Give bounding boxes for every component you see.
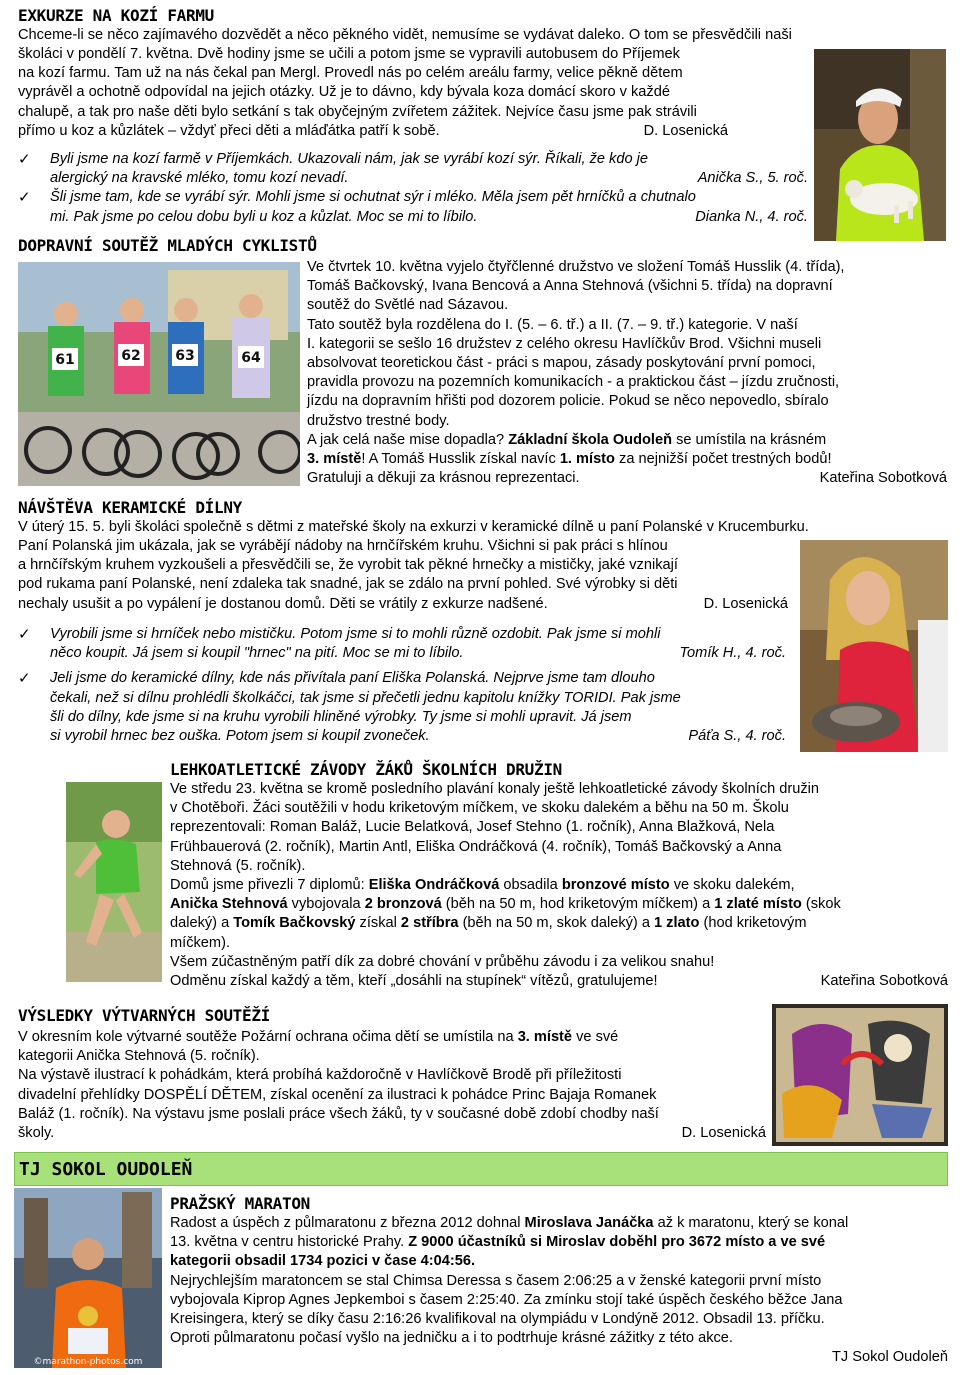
text-line [50,169,810,188]
text-fragment: (běh na 50 m, hod kriketovým míčkem) a [441,896,715,913]
text-line: Ve čtvrtek 10. května vyjelo čtyřčlenné družstvo ve složení Tomáš Husslik (4. třída), [307,259,845,275]
goat-farm-quotes [18,150,810,227]
text-line: míčkem). [170,934,230,951]
text-line: šli do dílny, kde jsme si na kruhu vyrobili hliněné výrobky. Ty jsme si mohli upravit. Já jsem [50,708,632,725]
quote-item [18,625,794,663]
text-line: Stehnová (5. ročník). [170,857,306,874]
young-cyclists-photo [18,262,300,486]
signature: D. Losenická [681,1125,766,1142]
text-fragment: (hod kriketovým [699,915,807,932]
text-fragment: ve skoku dalekém, [669,877,795,894]
text-fragment: přímo u koz a kůzlátek – vždyť přeci děti a mláďátka patří k sobě. [18,122,440,139]
placement: 3. místě [517,1029,573,1045]
text-line: reprezentovali: Roman Baláž, Lucie Belatková, Josef Stehno (1. ročník), Anna Blažková, Nela [170,819,775,836]
text-line: Všem zúčastněným patří dík za dobré chování v průběhu závodu i za velikou snahu! [170,953,715,970]
checkmark-icon: ✓ [18,189,31,207]
text-line: Na výstavě ilustrací k pohádkám, která probíhá každoročně v Havlíčkově Brodě při příležitosti [18,1067,622,1084]
text-line: družstvo trestné body. [307,412,450,429]
signature: TJ Sokol Oudoleň [831,1349,948,1366]
text-line: vybojovala Kiprop Agnes Jepkemboi s časem 2:25:40. Za zmínku stojí také úspěch českého běžce Jana [170,1291,843,1308]
text-line [170,895,948,914]
text-fragment: si vyrobil hrnec bez ouška. Potom jsem si koupil zvoneček. [50,728,430,745]
text-line: Paní Polanská jim ukázala, jak se vyrábějí nádoby na hrnčířském kruhu. Všichni si pak práci s hlínou [18,538,668,554]
quote-author: Tomík H., 4. roč. [679,645,786,662]
text-line [18,1124,766,1143]
text-line: Byli jsme na kozí farmě v Příjemkách. Ukazovali nám, jak se vyrábí kozí sýr. Říkali, že kdo je [50,151,648,167]
text-line: soutěž do Světlé nad Sázavou. [307,297,509,314]
quote-author: Anička S., 5. roč. [697,170,808,187]
goat-farm-title: EXKURZE NA KOZÍ FARMU [18,6,214,25]
pottery-girl-photo [800,540,948,752]
marathon-body [170,1214,948,1368]
text-line [170,972,948,991]
text-fragment: nechaly usušit a po vypálení je dostanou domů. Děti se vrátily z exkurze nadšené. [18,595,548,612]
goat-farm-intro-line1 [18,26,948,45]
medal: 1 zlato [654,915,700,932]
quote-author: Dianka N., 4. roč. [695,208,808,225]
text-fragment: V okresním kole výtvarné soutěže Požární ochrana očima dětí se umístila na [18,1029,518,1045]
checkmark-icon: ✓ [18,151,31,168]
text-line [307,469,947,488]
text-line: Frühbauerová (2. ročník), Martin Antl, Eliška Ondráčková (4. ročník), Tomáš Bačkovský a Anna [170,838,782,855]
text-line [170,1214,948,1233]
ceramics-intro [18,537,790,614]
boy-with-goat-photo [814,49,946,241]
text-fragment: ve své [572,1029,619,1045]
text-fragment: mi. Pak jsme po celou dobu byli u koz a kůzlat. Moc se mi to líbilo. [50,208,478,225]
text-line: Šli jsme tam, kde se vyrábí sýr. Mohli jsme si ochutnat sýr i mléko. Měla jsem pět hrníčků a chutnalo [50,189,696,206]
text-line: I. kategorii se sešlo 16 družstev z celého okresu Havlíčkův Brod. Všichni museli [307,335,822,352]
quote-author: Páťa S., 4. roč. [688,728,786,745]
checkmark-icon: ✓ [18,670,31,688]
text-fragment: obsadila [499,877,562,894]
athletics-title: LEHKOATLETICKÉ ZÁVODY ŽÁKŮ ŠKOLNÍCH DRUŽIN [170,760,562,779]
text-line [170,876,948,895]
signature: Kateřina Sobotková [819,470,947,487]
text-fragment: (skok [801,896,841,913]
text-line: Tomáš Bačkovský, Ivana Bencová a Anna Stehnová (všichni 5. třída) na dopravní [307,278,833,295]
text-line: Jeli jsme do keramické dílny, kde nás přivítala paní Eliška Polanská. Nejprve jsme tam dlouho [50,670,655,687]
athletics-body [170,780,948,991]
quote-item [18,150,810,188]
text-line [18,122,808,141]
text-fragment: Radost a úspěch z půlmaratonu z března 2012 dohnal [170,1215,525,1231]
ceramics-quotes [18,625,794,746]
photo-watermark: ©marathon-photos.com [33,1357,143,1367]
text-line: Chceme-li se něco zajímavého dozvědět a něco pěkného vidět, nemusíme se vydávat daleko. O tom se přesvědčili naši [18,27,792,43]
sokol-banner-title: TJ SOKOL OUDOLEŇ [19,1159,193,1180]
bib-number: 62 [121,348,141,364]
text-line [307,450,947,469]
marathon-runner-photo [14,1188,162,1368]
text-line: absolvovat teoretickou část - práci s mapou, zásady poskytování první pomoci, [307,355,816,372]
checkmark-icon: ✓ [18,626,31,643]
text-fragment: školy. [18,1125,55,1142]
goat-farm-intro [18,45,808,141]
runner-name: Miroslava Janáčka [524,1215,654,1231]
winner-name: Tomík Bačkovský [233,915,356,932]
marathon-title: PRAŽSKÝ MARATON [170,1194,310,1213]
cyclists-title: DOPRAVNÍ SOUTĚŽ MLADÝCH CYKLISTŮ [18,236,317,255]
ceramics-intro-line1 [18,518,948,537]
text-fragment: za nejnižší počet trestných bodů! [614,451,832,468]
text-line [170,1348,948,1367]
text-line [170,1233,948,1252]
medal: 2 stříbra [400,915,459,932]
text-line: Oproti půlmaratonu počasí vyšlo na jedničku a i to podtrhuje krásné zážitky z této akce. [170,1330,733,1347]
winner-name: Eliška Ondráčková [368,877,500,894]
text-line [50,727,794,746]
school-name: Základní škola Oudoleň [508,431,673,448]
text-line [50,644,794,663]
text-line: jízdu na dopravním hřišti pod dozorem policie. Pokud se něco nepovedlo, sbíralo [307,393,829,410]
text-line: Nejrychlejším maratoncem se stal Chimsa Deressa s časem 2:06:25 a v ženské kategorii první místo [170,1272,822,1289]
cyclists-body [307,258,947,488]
text-line [170,914,948,933]
text-fragment: vybojovala [287,896,365,913]
art-title: VÝSLEDKY VÝTVARNÝCH SOUTĚŽÍ [18,1006,270,1025]
text-fragment: daleký) a [170,915,234,932]
text-fragment: (běh na 50 m, skok daleký) a [458,915,655,932]
text-line [18,1028,766,1047]
text-line: divadelní přehlídky DOSPĚLÍ DĚTEM, získal ocenění za ilustraci k pohádce Princ Bajaja Romanek [18,1086,657,1103]
children-painting-photo [772,1004,948,1146]
quote-item [18,188,810,226]
text-fragment: ! A Tomáš Husslik získal navíc [361,451,560,468]
text-line: Kreisingera, který se díky času 2:16:26 kvalifikoval na olympiádu v Londýně 2012. Obsadil 13. příčku. [170,1311,825,1328]
result-text: kategorii obsadil 1734 pozici v čase 4:04:56. [170,1253,475,1270]
text-line: vyprávěl a ochotně odpovídal na jejich otázky. Už je to dávno, kdy bývala koza domácí skoro v každé [18,84,670,101]
text-line [170,1252,948,1271]
art-body [18,1028,766,1143]
text-line: pravidla provozu na pozemních komunikacích - a praktickou část – jízdu zručnosti, [307,374,840,391]
text-fragment: Domů jsme přivezli 7 diplomů: [170,877,369,894]
ceramics-title: NÁVŠTĚVA KERAMICKÉ DÍLNY [18,498,242,517]
text-line [50,208,810,227]
text-line [307,431,947,450]
text-line: čekali, než si dílnu prohlédli školkáčci, tak jsme si přečetli jednu kapitolu knížky TORIDI. Pak jsme [50,689,681,706]
text-line: chalupě, a tak pro naše děti bylo setkání s tak obyčejným zvířetem zážitek. Nejvíce času jsme pak strávili [18,103,697,120]
medal: bronzové místo [561,877,670,894]
text-line: Tato soutěž byla rozdělena do I. (5. – 6. tř.) a II. (7. – 9. tř.) kategorie. V naší [307,316,798,333]
result-text: Z 9000 účastníků si Miroslav doběhl pro 3672 místo a ve své [408,1234,826,1251]
text-fragment: něco koupit. Já jsem si koupil "hrnec" na pití. Moc se mi to líbilo. [50,645,464,662]
signature: Kateřina Sobotková [820,973,948,990]
winner-name: Anička Stehnová [170,896,288,913]
bib-number: 61 [55,352,75,368]
individual-placement: 1. místo [559,451,615,468]
quote-item [18,669,794,746]
text-fragment: alergický na kravské mléko, tomu kozí nevadí. [50,170,349,187]
bib-number: 63 [175,348,195,364]
text-line: a hrnčířským kruhem vyzkoušeli a přesvědčili se, že vyrobit tak pěkné hrnečky a mističky, jaké vznikají [18,557,678,574]
text-line: kategorii Anička Stehnová (5. ročník). [18,1048,260,1065]
text-line: v Chotěboři. Žáci soutěžili v hodu kriketovým míčkem, ve skoku dalekém a běhu na 50 m. Školu [170,800,789,817]
medal: 2 bronzová [364,896,442,913]
text-line: školáci v pondělí 7. května. Dvě hodiny jsme se učili a potom jsme se vypravili autobusem do Příjemek [18,46,680,62]
text-line: Baláž (1. ročník). Na výstavu jsme poslali práce všech žáků, ty v současné době zdobí chodby naší [18,1105,659,1122]
text-fragment: Odměnu získal každý a těm, kteří „dosáhli na stupínek“ vítězů, gratulujeme! [170,973,658,990]
text-line: Ve středu 23. května se kromě posledního plavání konaly ještě lehkoatletické závody školních družin [170,781,819,797]
text-line: na kozí farmu. Tam už na nás čekal pan Mergl. Provedl nás po celém areálu farmy, velice pěkně dětem [18,65,683,82]
signature: D. Losenická [703,595,788,612]
medal: 1 zlaté místo [714,896,802,913]
text-line: V úterý 15. 5. byli školáci společně s dětmi z mateřské školy na exkurzi v keramické dílně u paní Polanské v Krucemburku. [18,519,809,535]
text-line: Vyrobili jsme si hrníček nebo mističku. Potom jsme si to mohli různě ozdobit. Pak jsme si mohli [50,626,661,642]
text-fragment: Gratuluji a děkuji za krásnou reprezentaci. [307,470,580,487]
bib-number: 64 [241,350,261,366]
text-fragment: 13. května v centru historické Prahy. [170,1234,409,1251]
text-fragment: získal [355,915,401,932]
text-fragment: A jak celá naše mise dopadla? [307,431,509,448]
running-boy-photo [66,782,162,982]
team-placement: 3. místě [307,451,362,468]
sokol-banner [14,1152,948,1186]
text-line: pod rukama paní Polanské, není zdaleka tak snadné, jak se zdálo na první pohled. Své výrobky si děti [18,576,678,593]
text-fragment: až k maratonu, který se konal [653,1215,849,1231]
text-fragment: se umístila na krásném [672,431,827,448]
signature: D. Losenická [643,122,728,139]
text-line [18,595,790,614]
